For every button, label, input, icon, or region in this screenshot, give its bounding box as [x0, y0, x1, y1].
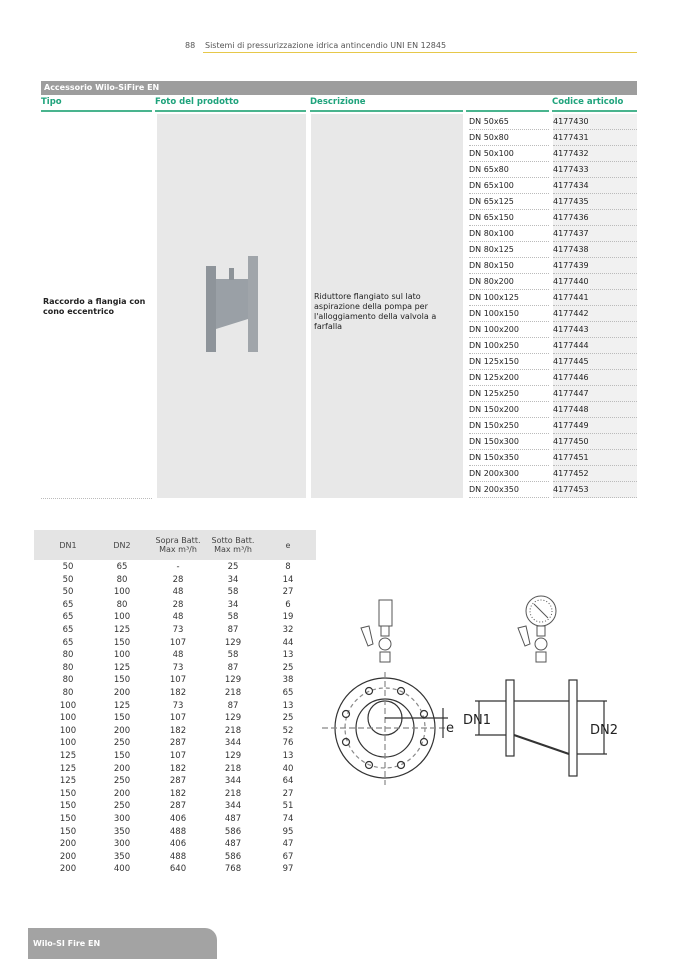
dn-size: DN 65x150	[469, 210, 549, 226]
dims-cell: 100	[59, 738, 77, 749]
dims-row	[34, 612, 316, 624]
table-row	[466, 258, 637, 274]
dims-cell: 27	[282, 587, 294, 598]
dims-cell: 80	[62, 688, 74, 698]
dims-cell: 150	[59, 826, 77, 837]
dims-cell: 80	[62, 675, 74, 686]
table-row	[466, 274, 637, 290]
dims-cell: 586	[224, 851, 242, 862]
dn-size: DN 200x350	[469, 482, 549, 498]
dims-row	[34, 688, 316, 700]
dn-size: DN 65x80	[469, 162, 549, 178]
dims-cell: 100	[59, 713, 77, 724]
dims-cell: 300	[113, 814, 131, 824]
dims-row	[34, 814, 316, 826]
dims-cell: 13	[282, 700, 294, 711]
dims-cell: 100	[113, 587, 131, 598]
dn-size: DN 80x200	[469, 274, 549, 290]
dims-cell: 200	[113, 788, 131, 799]
dims-cell: 182	[169, 725, 187, 736]
page-number: 88	[185, 41, 196, 50]
dims-cell: 100	[59, 700, 77, 711]
dims-cell: 129	[224, 751, 242, 761]
label-dn2: DN2	[590, 723, 619, 738]
table-row	[466, 210, 637, 226]
dims-cell: 400	[113, 864, 131, 875]
article-code: 4177437	[553, 226, 637, 242]
article-code: 4177450	[553, 434, 637, 450]
dims-cell: 67	[282, 851, 294, 862]
dims-header	[34, 530, 316, 560]
flange-reducer-image	[157, 114, 306, 498]
dims-cell: 48	[172, 650, 184, 661]
dims-cell: 44	[282, 637, 294, 648]
dn-size: DN 200x300	[469, 466, 549, 482]
dims-cell: 129	[224, 713, 242, 724]
dims-cell: 107	[169, 713, 187, 724]
dn-size: DN 125x150	[469, 354, 549, 370]
dims-cell: 344	[224, 776, 242, 787]
dims-row	[34, 864, 316, 876]
article-code: 4177452	[553, 466, 637, 482]
dims-cell: 129	[224, 637, 242, 648]
flange-side-view	[475, 680, 607, 776]
dims-cell: 406	[169, 839, 187, 850]
dims-row	[34, 701, 316, 713]
dims-cell: 100	[113, 612, 131, 623]
label-e: e	[446, 721, 454, 736]
dims-cell: 19	[282, 612, 294, 623]
table-row	[466, 162, 637, 178]
dims-cell: 150	[113, 751, 131, 761]
dims-col-dn2: DN2	[113, 541, 131, 550]
table-row	[466, 466, 637, 482]
dims-row	[34, 839, 316, 851]
article-code: 4177432	[553, 146, 637, 162]
article-code: 4177449	[553, 418, 637, 434]
dims-row	[34, 852, 316, 864]
dims-row	[34, 675, 316, 687]
dims-cell: 76	[282, 738, 294, 749]
dims-cell: 74	[282, 814, 294, 824]
dims-cell: 344	[224, 738, 242, 749]
table-row	[466, 434, 637, 450]
dims-cell: 487	[224, 839, 242, 850]
dims-cell: 38	[282, 675, 294, 686]
dims-cell: 100	[59, 725, 77, 736]
dims-cell: 50	[62, 587, 74, 598]
dims-row	[34, 827, 316, 839]
dims-cell: 125	[113, 662, 131, 673]
col-codice: Codice articolo	[552, 97, 637, 112]
dims-cell: 150	[59, 814, 77, 824]
dims-row	[34, 650, 316, 662]
dn-size: DN 150x200	[469, 402, 549, 418]
dims-cell: 58	[227, 650, 239, 661]
header-rule	[203, 52, 637, 53]
dn-size: DN 50x100	[469, 146, 549, 162]
dims-cell: 25	[227, 562, 239, 572]
dims-cell: 200	[113, 725, 131, 736]
tipo-text: Raccordo a flangia con cono eccentrico	[43, 297, 146, 316]
table-row	[466, 322, 637, 338]
article-code: 4177453	[553, 482, 637, 498]
dims-cell: -	[176, 562, 180, 572]
dims-cell: 150	[113, 675, 131, 686]
dims-cell: 350	[113, 851, 131, 862]
dn-size: DN 80x150	[469, 258, 549, 274]
dims-row	[34, 764, 316, 776]
table-row	[466, 338, 637, 354]
dims-cell: 64	[282, 776, 294, 787]
dims-cell: 200	[59, 851, 77, 862]
dims-cell: 50	[62, 574, 74, 585]
table-row	[466, 146, 637, 162]
dims-cell: 65	[62, 637, 74, 648]
dims-row	[34, 789, 316, 801]
dn-size: DN 80x125	[469, 242, 549, 258]
article-code: 4177444	[553, 338, 637, 354]
dims-cell: 58	[227, 612, 239, 623]
dims-row	[34, 562, 316, 574]
dims-cell: 129	[224, 675, 242, 686]
description-cell	[311, 114, 463, 498]
dims-cell: 51	[282, 801, 294, 812]
dims-cell: 125	[59, 751, 77, 761]
dn-size: DN 125x250	[469, 386, 549, 402]
dims-cell: 65	[62, 612, 74, 623]
article-code: 4177448	[553, 402, 637, 418]
dims-cell: 100	[113, 650, 131, 661]
dims-cell: 80	[62, 662, 74, 673]
article-code: 4177451	[553, 450, 637, 466]
article-code: 4177439	[553, 258, 637, 274]
article-code: 4177447	[553, 386, 637, 402]
dims-cell: 13	[282, 650, 294, 661]
dims-row	[34, 663, 316, 675]
dims-cell: 586	[224, 826, 242, 837]
product-photo	[157, 114, 306, 498]
dn-size: DN 100x250	[469, 338, 549, 354]
footer-tab: Wilo-SI Fire EN	[28, 928, 217, 959]
article-code: 4177434	[553, 178, 637, 194]
dims-cell: 218	[224, 688, 242, 698]
dims-row	[34, 625, 316, 637]
dims-cell: 350	[113, 826, 131, 837]
dims-row	[34, 738, 316, 750]
dims-cell: 487	[224, 814, 242, 824]
dims-cell: 125	[59, 763, 77, 774]
table-row	[466, 450, 637, 466]
dims-cell: 48	[172, 587, 184, 598]
dims-cell: 87	[227, 662, 239, 673]
dims-cell: 32	[282, 625, 294, 635]
dims-cell: 65	[62, 625, 74, 635]
article-code: 4177443	[553, 322, 637, 338]
dims-cell: 47	[282, 839, 294, 850]
label-dn1: DN1	[463, 713, 492, 728]
row-divider	[41, 498, 152, 499]
dn-size: DN 100x200	[469, 322, 549, 338]
dims-cell: 52	[282, 725, 294, 736]
dims-cell: 107	[169, 675, 187, 686]
dims-cell: 65	[116, 562, 128, 572]
dims-cell: 65	[62, 599, 74, 610]
dims-cell: 640	[169, 864, 187, 875]
table-row	[466, 482, 637, 498]
article-code: 4177438	[553, 242, 637, 258]
dims-cell: 40	[282, 763, 294, 774]
dims-cell: 200	[59, 839, 77, 850]
dims-cell: 200	[113, 688, 131, 698]
dims-cell: 488	[169, 851, 187, 862]
dims-cell: 287	[169, 776, 187, 787]
dims-row	[34, 575, 316, 587]
dims-cell: 8	[285, 562, 291, 572]
dims-cell: 73	[172, 700, 184, 711]
dims-cell: 768	[224, 864, 242, 875]
dims-cell: 34	[227, 574, 239, 585]
dims-cell: 182	[169, 688, 187, 698]
dn-size: DN 125x200	[469, 370, 549, 386]
table-row	[466, 354, 637, 370]
article-code: 4177445	[553, 354, 637, 370]
article-code: 4177430	[553, 114, 637, 130]
dn-size: DN 50x80	[469, 130, 549, 146]
dims-cell: 287	[169, 738, 187, 749]
dims-row	[34, 638, 316, 650]
pressure-gauge-icon	[518, 596, 556, 662]
dims-cell: 125	[113, 700, 131, 711]
dims-cell: 250	[113, 738, 131, 749]
table-row	[466, 418, 637, 434]
dims-cell: 488	[169, 826, 187, 837]
dims-cell: 28	[172, 574, 184, 585]
dn-size: DN 80x100	[469, 226, 549, 242]
dims-row	[34, 801, 316, 813]
dims-cell: 34	[227, 599, 239, 610]
table-row	[466, 130, 637, 146]
dims-row	[34, 751, 316, 763]
dims-cell: 80	[116, 599, 128, 610]
dims-cell: 27	[282, 788, 294, 799]
col-foto: Foto del prodotto	[155, 97, 306, 112]
article-code: 4177431	[553, 130, 637, 146]
dims-cell: 200	[59, 864, 77, 875]
table-row	[466, 290, 637, 306]
dims-cell: 300	[113, 839, 131, 850]
dims-col-e: e	[285, 541, 291, 550]
dims-cell: 95	[282, 826, 294, 837]
dims-cell: 218	[224, 725, 242, 736]
dn-size: DN 65x100	[469, 178, 549, 194]
dims-cell: 250	[113, 801, 131, 812]
dims-cell: 65	[282, 688, 294, 698]
col-descrizione: Descrizione	[310, 97, 463, 112]
description-text: Riduttore flangiato sul lato aspirazione della pompa per l'alloggiamento della valvola a farfalla	[314, 292, 437, 331]
table-row	[466, 194, 637, 210]
table-row	[466, 402, 637, 418]
article-code: 4177440	[553, 274, 637, 290]
dims-cell: 73	[172, 662, 184, 673]
dims-cell: 6	[285, 599, 291, 610]
dn-size: DN 100x125	[469, 290, 549, 306]
dims-cell: 13	[282, 751, 294, 761]
dims-col-sopra: Sopra Batt. Max m³/h	[155, 536, 201, 554]
dims-cell: 48	[172, 612, 184, 623]
dims-cell: 218	[224, 788, 242, 799]
dims-row	[34, 600, 316, 612]
dims-cell: 150	[59, 788, 77, 799]
dims-cell: 73	[172, 625, 184, 635]
dims-cell: 97	[282, 864, 294, 875]
dims-row	[34, 776, 316, 788]
dn-size: DN 65x125	[469, 194, 549, 210]
dims-cell: 125	[59, 776, 77, 787]
table-row	[466, 370, 637, 386]
table-row	[466, 306, 637, 322]
col-tipo: Tipo	[41, 97, 152, 112]
dims-cell: 14	[282, 574, 294, 585]
table-row	[466, 114, 637, 130]
table-row	[466, 178, 637, 194]
dims-cell: 218	[224, 763, 242, 774]
dims-row	[34, 587, 316, 599]
article-code: 4177433	[553, 162, 637, 178]
dn-size: DN 50x65	[469, 114, 549, 130]
dims-cell: 107	[169, 751, 187, 761]
dims-cell: 25	[282, 662, 294, 673]
dn-size: DN 150x350	[469, 450, 549, 466]
dims-cell: 406	[169, 814, 187, 824]
dims-cell: 250	[113, 776, 131, 787]
dims-cell: 25	[282, 713, 294, 724]
dims-cell: 182	[169, 788, 187, 799]
table-title: Accessorio Wilo-SiFire EN	[41, 81, 637, 95]
dims-cell: 50	[62, 562, 74, 572]
dn-size: DN 150x300	[469, 434, 549, 450]
dims-cell: 80	[62, 650, 74, 661]
dims-row	[34, 726, 316, 738]
dn-size: DN 100x150	[469, 306, 549, 322]
gauge-icon-left	[361, 600, 392, 662]
article-code: 4177436	[553, 210, 637, 226]
dims-cell: 200	[113, 763, 131, 774]
article-code: 4177446	[553, 370, 637, 386]
article-code: 4177435	[553, 194, 637, 210]
dims-cell: 182	[169, 763, 187, 774]
article-code: 4177441	[553, 290, 637, 306]
dims-cell: 58	[227, 587, 239, 598]
table-row	[466, 386, 637, 402]
dims-cell: 28	[172, 599, 184, 610]
dims-cell: 107	[169, 637, 187, 648]
dims-cell: 80	[116, 574, 128, 585]
dims-cell: 150	[59, 801, 77, 812]
dims-cell: 287	[169, 801, 187, 812]
dims-cell: 87	[227, 625, 239, 635]
table-row	[466, 226, 637, 242]
technical-drawing	[320, 590, 640, 790]
dims-cell: 344	[224, 801, 242, 812]
dims-col-sotto: Sotto Batt. Max m³/h	[211, 536, 255, 554]
flange-front-view	[322, 672, 448, 785]
col-dn	[466, 97, 549, 112]
dims-col-dn1: DN1	[59, 541, 77, 550]
dims-cell: 150	[113, 637, 131, 648]
dims-cell: 150	[113, 713, 131, 724]
dims-row	[34, 713, 316, 725]
dn-size: DN 150x250	[469, 418, 549, 434]
dims-cell: 125	[113, 625, 131, 635]
table-row	[466, 242, 637, 258]
article-code: 4177442	[553, 306, 637, 322]
header-title: Sistemi di pressurizzazione idrica antincendio UNI EN 12845	[205, 41, 447, 50]
dims-cell: 87	[227, 700, 239, 711]
